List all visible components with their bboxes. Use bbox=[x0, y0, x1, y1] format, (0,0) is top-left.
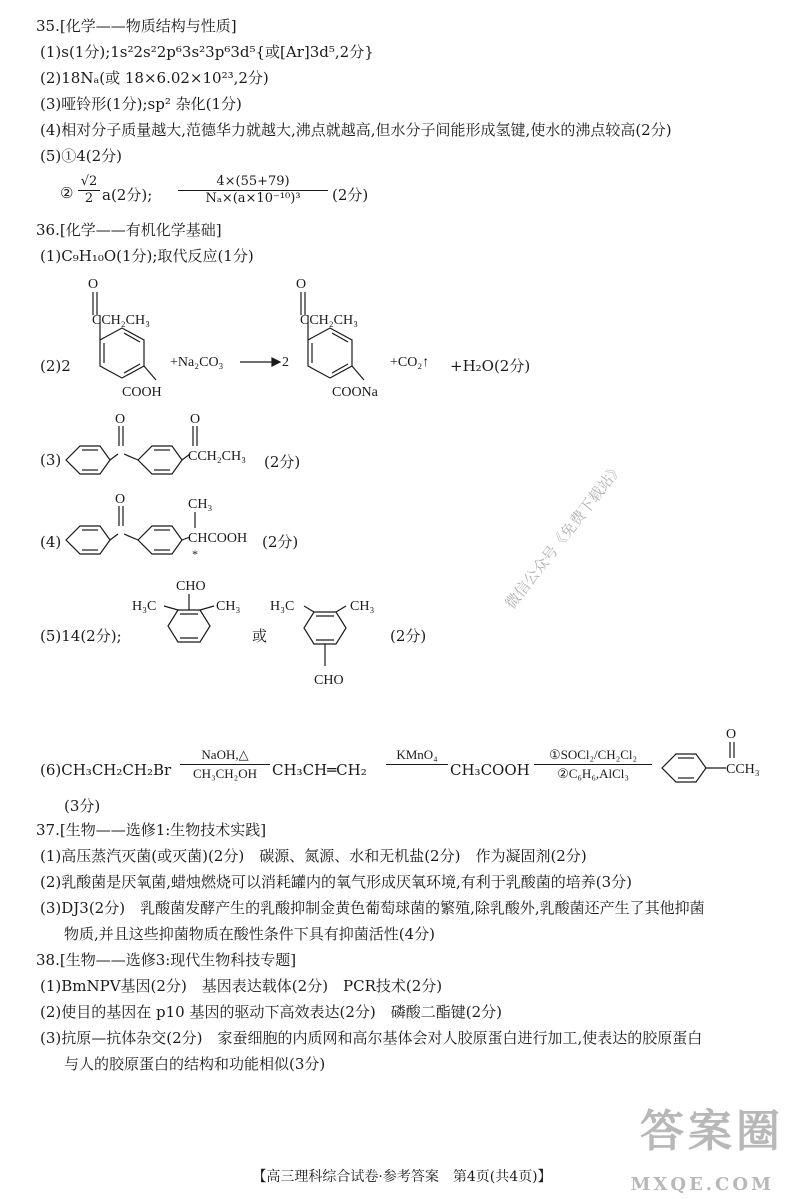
fraction-denominator: 2 bbox=[84, 191, 94, 206]
group-cch2ch3-2: CCH₂CH₃ bbox=[300, 313, 358, 328]
fraction-sqrt2-over-2 bbox=[78, 174, 100, 207]
q36-p6-m2: CH₃COOH bbox=[450, 761, 530, 779]
q38-line-4: 与人的胶原蛋白的结构和功能相似(3分) bbox=[64, 1055, 326, 1073]
q35-line-4: (4)相对分子质量越大,范德华力就越大,沸点就越高,但水分子间能形成氢键,使水的沸点较高(2分) bbox=[40, 121, 672, 139]
q38-title: 38.[生物——选修3:现代生物科技专题] bbox=[36, 951, 297, 969]
q36-p2-reaction bbox=[60, 270, 600, 410]
q36-p5-score: (2分) bbox=[390, 627, 427, 645]
page-footer: 【高三理科综合试卷·参考答案 第4页(共4页)】 bbox=[252, 1169, 552, 1185]
q36-p6-score: (3分) bbox=[64, 797, 101, 815]
atom-o-3: O bbox=[115, 412, 126, 427]
group-cooh: COOH bbox=[122, 385, 162, 400]
group-ch3-3: CH₃ bbox=[350, 599, 375, 614]
fraction-denominator-2: Nₐ×(a×10⁻¹⁰)³ bbox=[205, 191, 301, 206]
q36-p6-m1: CH₃CH═CH₂ bbox=[272, 761, 367, 779]
group-h3c-2: H₃C bbox=[270, 599, 295, 614]
group-ch3-2: CH₃ bbox=[216, 599, 241, 614]
q36-p6-step2 bbox=[386, 748, 448, 767]
product-co2: +CO₂↑ bbox=[390, 355, 430, 370]
fraction-numerator: √2 bbox=[78, 174, 100, 191]
watermark-site: MXQE.COM bbox=[630, 1174, 774, 1195]
atom-o-4: O bbox=[190, 412, 201, 427]
q36-p6-label: (6)CH₃CH₂CH₂Br bbox=[40, 761, 172, 779]
group-cch3: CCH₃ bbox=[726, 762, 760, 777]
q36-p6-product bbox=[656, 726, 796, 786]
q38-line-2: (2)使目的基因在 p10 基因的驱动下高效表达(2分) 磷酸二酯键(2分) bbox=[40, 1003, 502, 1021]
q35-l6-mid: a(2分); bbox=[102, 186, 153, 204]
chiral-star: * bbox=[192, 547, 198, 561]
q35-line-5: (5)①4(2分) bbox=[40, 147, 123, 165]
group-coona: COONa bbox=[332, 385, 378, 400]
step3-bot: ②C₆H₆,AlCl₃ bbox=[557, 766, 629, 781]
watermark-diagonal: 微信公众号《免费下载站》 bbox=[501, 459, 627, 613]
q35-l6-score: (2分) bbox=[332, 186, 369, 204]
q35-line-1: (1)s(1分);1s²2s²2p⁶3s²3p⁶3d⁵{或[Ar]3d⁵,2分} bbox=[40, 43, 374, 61]
group-cch2ch3: CCH₂CH₃ bbox=[92, 313, 150, 328]
coefficient-2: 2 bbox=[282, 355, 289, 370]
product-keto-sodium-salt bbox=[296, 277, 379, 400]
q36-p6-step3 bbox=[534, 748, 652, 781]
q36-p4-structure bbox=[62, 490, 282, 570]
atom-o: O bbox=[88, 277, 99, 292]
q35-line-2: (2)18Nₐ(或 18×6.02×10²³,2分) bbox=[40, 69, 269, 87]
step1-bot: CH₃CH₂OH bbox=[193, 766, 257, 781]
q37-line-3: (3)DJ3(2分) 乳酸菌发酵产生的乳酸抑制金黄色葡萄球菌的繁殖,除乳酸外,乳酸菌还产生了其他抑菌 bbox=[40, 899, 705, 917]
step3-top: ①SOCl₂/CH₂Cl₂ bbox=[548, 747, 638, 762]
q37-line-4: 物质,并且这些抑菌物质在酸性条件下具有抑菌活性(4分) bbox=[64, 925, 436, 943]
q37-line-2: (2)乳酸菌是厌氧菌,蜡烛燃烧可以消耗罐内的氧气形成厌氧环境,有利于乳酸菌的培养(3分) bbox=[40, 873, 633, 891]
atom-o-5: O bbox=[115, 492, 126, 507]
q37-line-1: (1)高压蒸汽灭菌(或灭菌)(2分) 碳源、氮源、水和无机盐(2分) 作为凝固剂(2分) bbox=[40, 847, 587, 865]
group-cho-2: CHO bbox=[314, 673, 344, 688]
step2-top: KMnO₄ bbox=[396, 747, 438, 762]
q38-line-3: (3)抗原—抗体杂交(2分) 家蚕细胞的内质网和高尔基体会对人胶原蛋白进行加工,使表达的胶原蛋白 bbox=[40, 1029, 703, 1047]
group-cch2ch3-3: CCH₂CH₃ bbox=[188, 449, 246, 464]
q36-p2-label: (2)2 bbox=[40, 357, 71, 375]
reactant-keto-acid bbox=[88, 277, 162, 400]
step1-top: NaOH,△ bbox=[201, 747, 249, 762]
q36-p2-rest: +H₂O(2分) bbox=[450, 357, 531, 375]
q35-title: 35.[化学——物质结构与性质] bbox=[36, 17, 237, 35]
q36-p3-structure bbox=[62, 410, 282, 490]
q36-line-1: (1)C₉H₁₀O(1分);取代反应(1分) bbox=[40, 247, 254, 265]
q37-title: 37.[生物——选修1:生物技术实践] bbox=[36, 821, 267, 839]
q36-title: 36.[化学——有机化学基础] bbox=[36, 221, 222, 239]
q36-p5-label: (5)14(2分); bbox=[40, 627, 122, 645]
watermark-logo: 答案圈 bbox=[640, 1106, 784, 1157]
q38-line-1: (1)BmNPV基因(2分) 基因表达载体(2分) PCR技术(2分) bbox=[40, 977, 443, 995]
q36-p4-score: (2分) bbox=[262, 533, 299, 551]
atom-o-2: O bbox=[296, 277, 307, 292]
reagent-na2co3: +Na₂CO₃ bbox=[170, 355, 224, 370]
group-ch3: CH₃ bbox=[188, 497, 213, 512]
q36-p3-label: (3) bbox=[40, 451, 62, 469]
group-chcooh: CHCOOH bbox=[188, 531, 248, 546]
atom-o-6: O bbox=[726, 727, 737, 742]
q35-line-3: (3)哑铃形(1分);sp² 杂化(1分) bbox=[40, 95, 242, 113]
q36-p3-score: (2分) bbox=[264, 453, 301, 471]
q35-line-6 bbox=[60, 174, 480, 214]
q35-l6-prefix: ② bbox=[60, 184, 74, 202]
q36-p6-step1 bbox=[180, 748, 270, 781]
fraction-numerator-2: 4×(55+79) bbox=[178, 174, 328, 191]
q36-p4-label: (4) bbox=[40, 533, 62, 551]
q36-p5-or: 或 bbox=[252, 627, 268, 645]
group-cho: CHO bbox=[176, 579, 206, 594]
group-h3c: H₃C bbox=[132, 599, 157, 614]
fraction-density bbox=[178, 174, 328, 207]
